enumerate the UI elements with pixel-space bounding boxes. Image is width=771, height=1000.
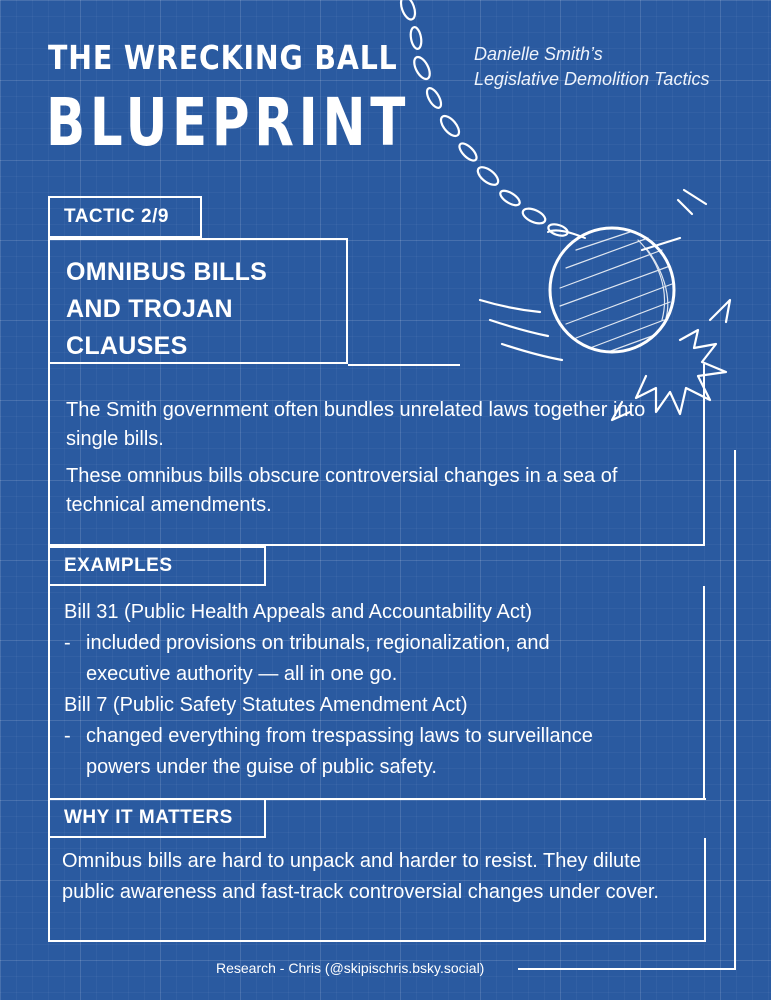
tactic-heading-line2: AND TROJAN	[66, 295, 233, 323]
example-detail-line1: changed everything from trespassing laws to surveillance	[86, 725, 593, 747]
intro-paragraph-2: These omnibus bills obscure controversial changes in a sea of technical amendments.	[66, 465, 618, 516]
example-detail	[64, 628, 694, 659]
example-detail	[64, 721, 694, 752]
examples-list	[64, 597, 694, 783]
page-title-line1: THE WRECKING BALL	[48, 38, 398, 77]
example-detail-line2: powers under the guise of public safety.	[86, 756, 437, 778]
intro-frame-top-line	[348, 364, 460, 366]
page-title-line2: BLUEPRINT	[46, 84, 411, 161]
outer-frame-horizontal-line	[518, 968, 736, 970]
example-detail-line2: executive authority — all in one go.	[86, 663, 398, 685]
outer-frame-vertical-line	[734, 450, 736, 970]
tactic-number-label: TACTIC 2/9	[48, 196, 202, 238]
footer-credit: Research - Chris (@skipischris.bsky.social)	[216, 960, 485, 976]
intro-section	[66, 396, 666, 528]
why-it-matters-label: WHY IT MATTERS	[48, 798, 266, 838]
examples-label: EXAMPLES	[48, 546, 266, 586]
example-bill-title: Bill 7 (Public Safety Statutes Amendment Act)	[64, 694, 468, 716]
tactic-heading-line1: OMNIBUS BILLS	[66, 258, 268, 286]
why-it-matters-text: Omnibus bills are hard to unpack and harder to resist. They dilute public awareness and fast-track controversial changes under cover.	[62, 850, 659, 903]
intro-paragraph-1: The Smith government often bundles unrelated laws together into single bills.	[66, 399, 646, 450]
subtitle-line1: Danielle Smith’s	[474, 44, 603, 64]
example-bill-title: Bill 31 (Public Health Appeals and Accountability Act)	[64, 601, 533, 623]
example-detail-line1: included provisions on tribunals, regionalization, and	[86, 632, 550, 654]
why-frame-top-line	[266, 798, 706, 800]
bullet-dash: -	[64, 632, 71, 654]
tactic-heading	[48, 238, 348, 364]
tactic-heading-line3: CLAUSES	[66, 332, 188, 360]
subtitle-line2: Legislative Demolition Tactics	[474, 69, 710, 89]
bullet-dash: -	[64, 725, 71, 747]
